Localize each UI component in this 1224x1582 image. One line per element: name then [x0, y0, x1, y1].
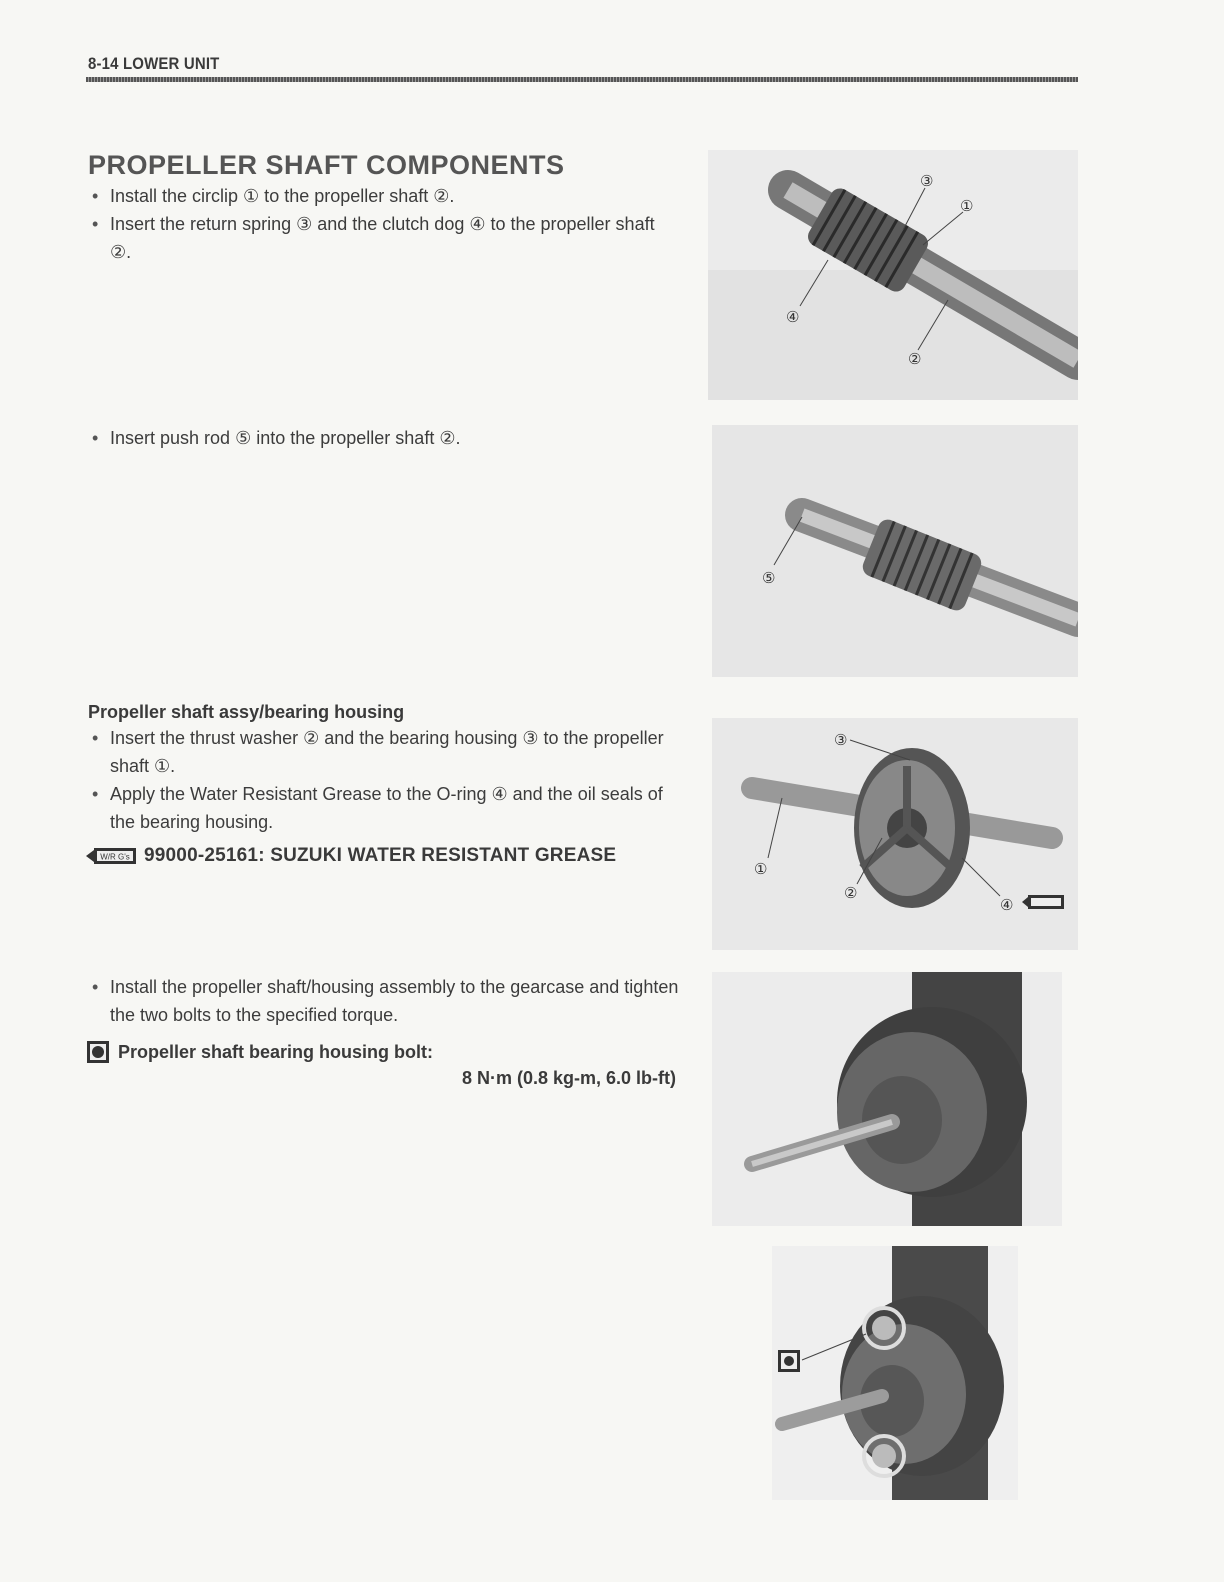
fig5-torque-icon	[778, 1350, 800, 1372]
steps-group-4	[90, 973, 680, 1029]
torque-wrench-icon	[86, 1040, 110, 1064]
figure-housing-bolts	[772, 1246, 1018, 1500]
fig1-callout-4: ④	[786, 309, 800, 326]
steps-group-2	[90, 424, 680, 452]
step-install-assembly: • Install the propeller shaft/housing assembly to the gearcase and tighten the two bolts to the specified torque.	[90, 973, 680, 1029]
steps-group-1	[90, 182, 680, 266]
figure-shaft-spring	[708, 150, 1078, 400]
grease-icon-text: W/R G's	[100, 852, 130, 862]
torque-label: Propeller shaft bearing housing bolt:	[118, 1041, 434, 1062]
step-insert-return-spring: • Insert the return spring ③ and the clutch dog ④ to the propeller shaft ②.	[90, 210, 680, 266]
step-insert-thrust-washer: • Insert the thrust washer ② and the bearing housing ③ to the propeller shaft ①.	[90, 724, 680, 780]
figure-bearing-housing	[712, 718, 1078, 950]
fig1-callout-1: ①	[960, 198, 974, 215]
figure-gearcase-install	[712, 972, 1062, 1226]
fig2-callout-5: ⑤	[762, 570, 776, 587]
section-title: PROPELLER SHAFT COMPONENTS	[88, 150, 565, 180]
grease-tube-icon	[86, 844, 138, 868]
fig3-callout-1: ①	[754, 861, 768, 878]
fig3-callout-2: ②	[844, 885, 858, 902]
grease-spec	[86, 844, 616, 868]
step-apply-grease: • Apply the Water Resistant Grease to the O-ring ④ and the oil seals of the bearing housing.	[90, 780, 680, 836]
steps-group-3	[90, 724, 680, 836]
fig3-callout-3: ③	[834, 732, 848, 749]
fig1-callout-2: ②	[908, 351, 922, 368]
grease-spec-text: 99000-25161: SUZUKI WATER RESISTANT GREASE	[144, 845, 617, 866]
subsection-title: Propeller shaft assy/bearing housing	[88, 702, 405, 722]
fig3-callout-4: ④	[1000, 897, 1014, 914]
step-insert-push-rod: • Insert push rod ⑤ into the propeller shaft ②.	[90, 424, 680, 452]
page-header: 8-14 LOWER UNIT	[88, 54, 220, 73]
fig3-grease-icon	[1022, 895, 1064, 909]
torque-value: 8 N·m (0.8 kg-m, 6.0 lb-ft)	[461, 1068, 676, 1088]
figure-push-rod	[712, 425, 1078, 677]
step-install-circlip: • Install the circlip ① to the propeller shaft ②.	[90, 182, 680, 210]
header-rule	[86, 77, 1078, 82]
torque-spec	[86, 1040, 433, 1064]
fig1-callout-3: ③	[920, 173, 934, 190]
